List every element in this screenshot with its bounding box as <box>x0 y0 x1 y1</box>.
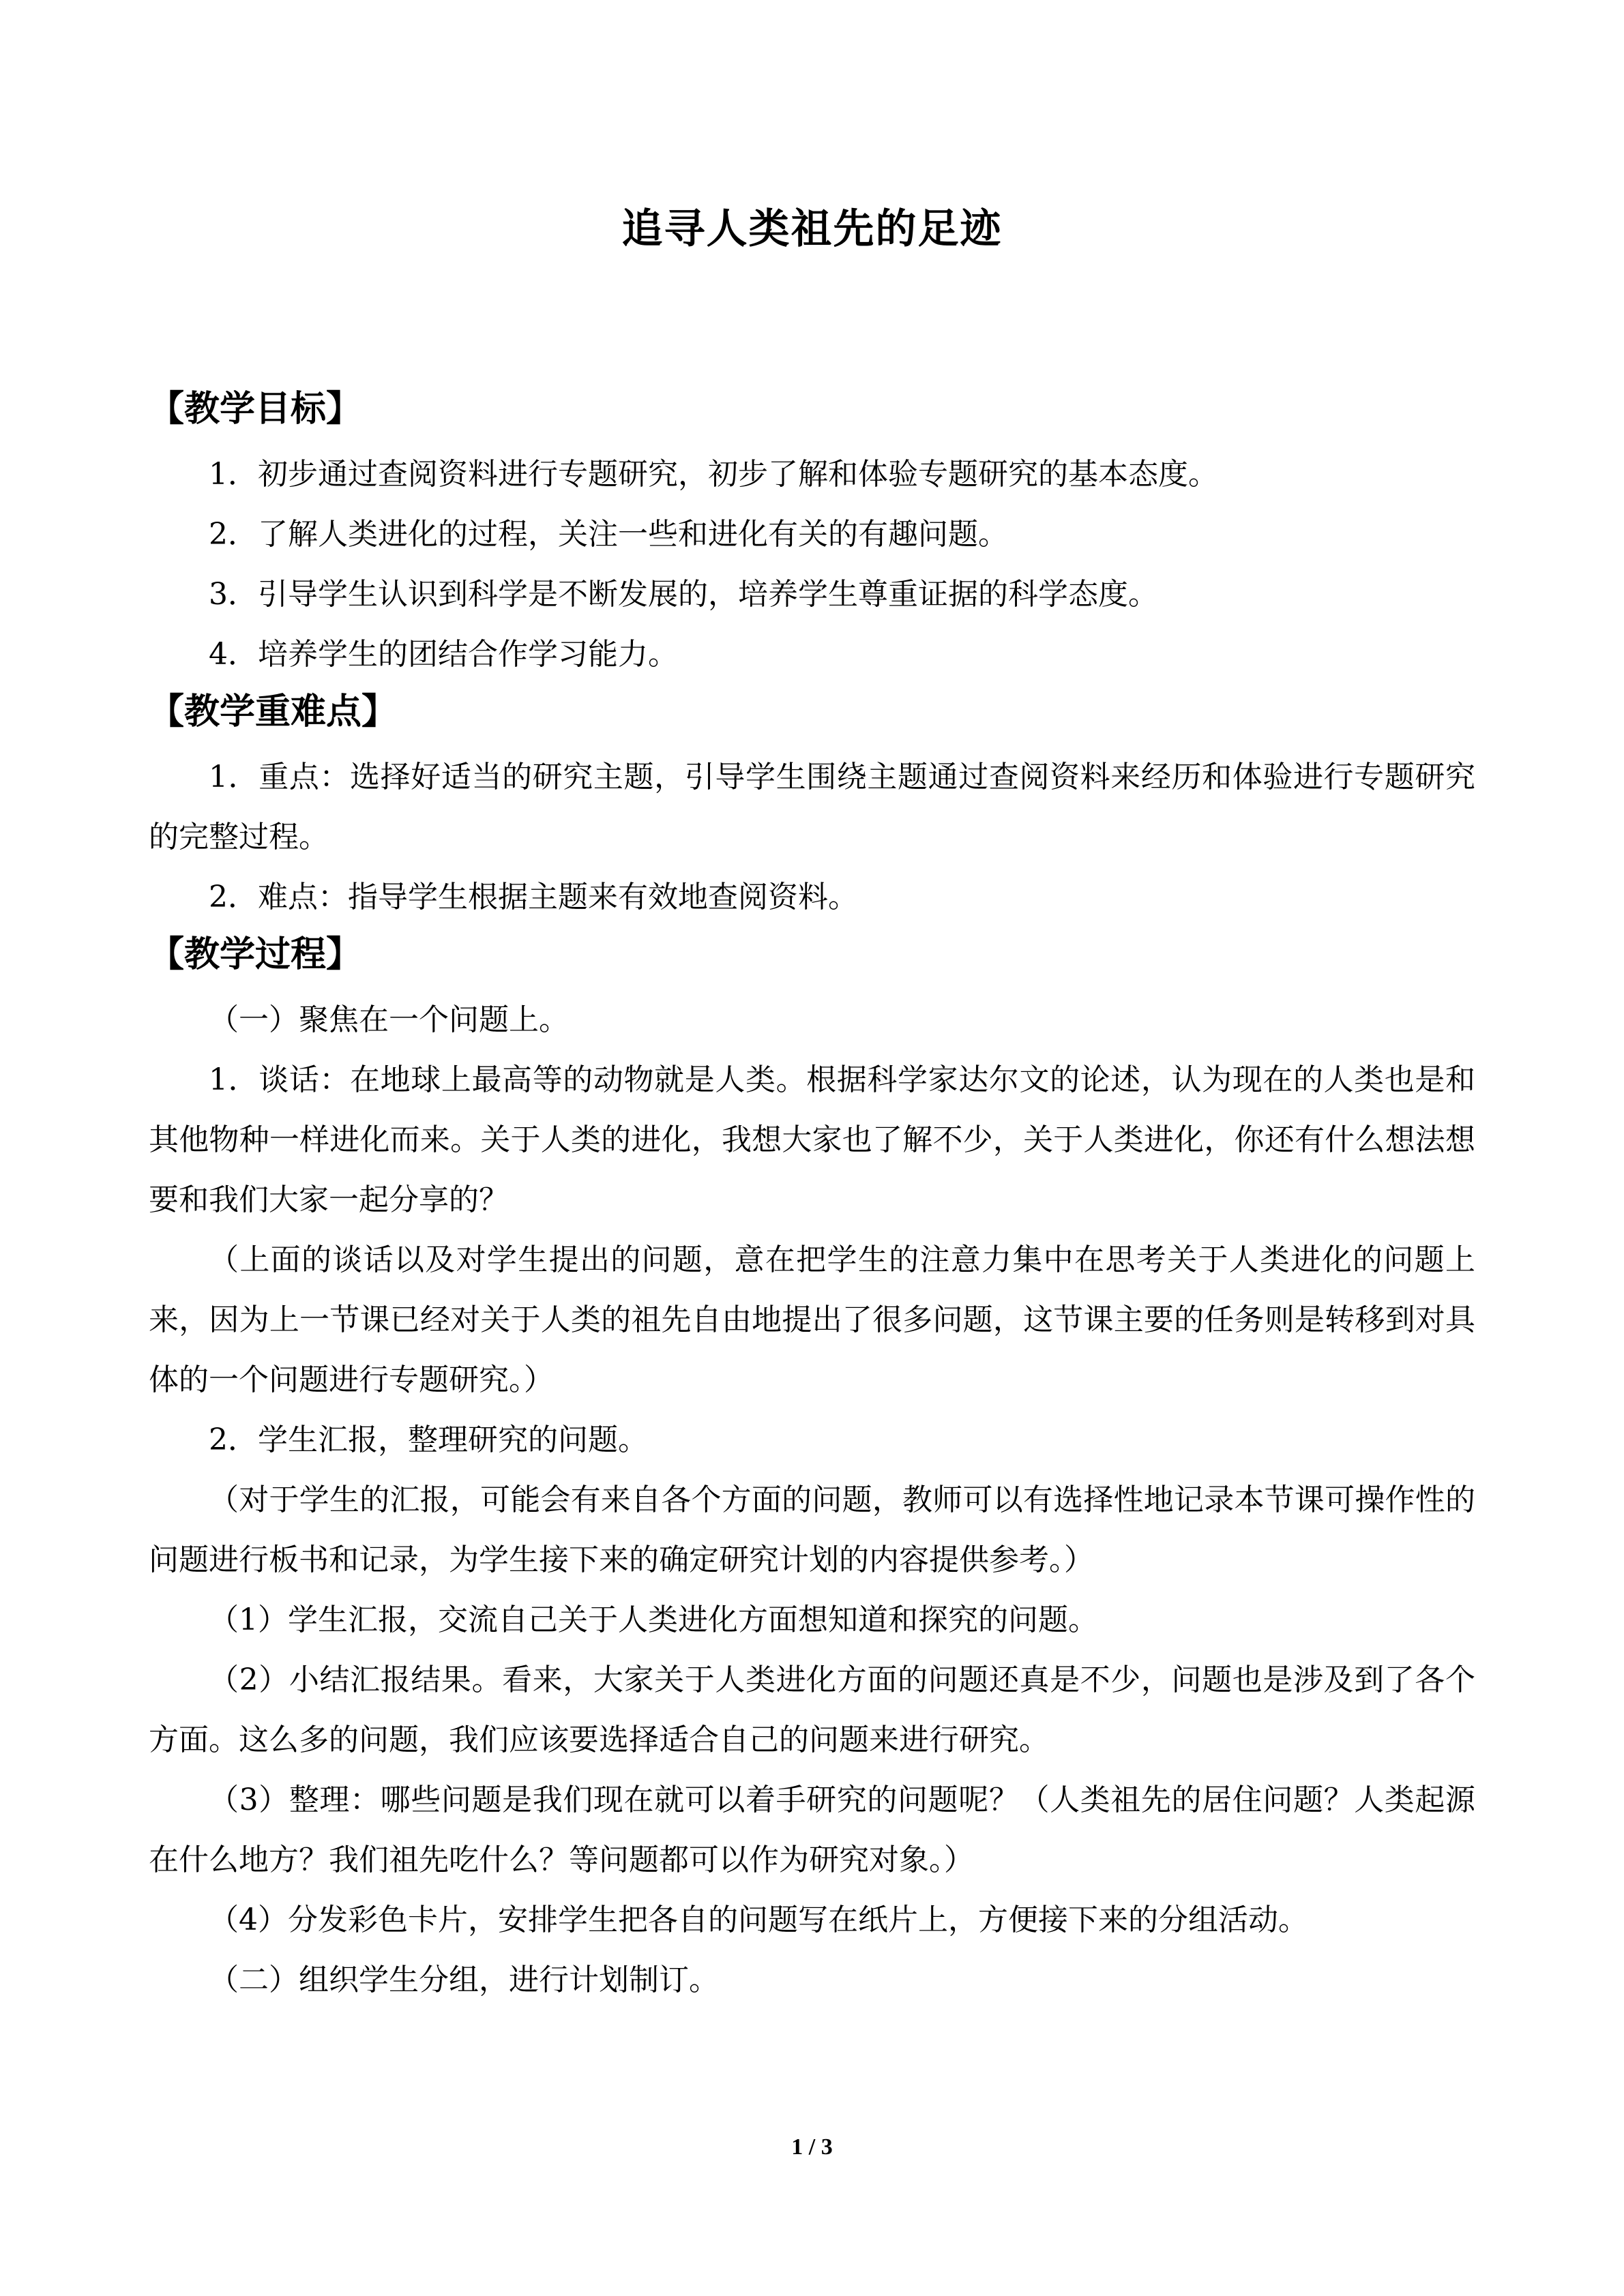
section-teaching-process <box>149 927 1475 2010</box>
paragraph: （2）小结汇报结果。看来，大家关于人类进化方面的问题还真是不少，问题也是涉及到了各个方面。这么多的问题，我们应该要选择适合自己的问题来进行研究。 <box>149 1663 1475 1757</box>
paragraph: 3．引导学生认识到科学是不断发展的，培养学生尊重证据的科学态度。 <box>209 577 1158 612</box>
section-heading: 【教学重难点】 <box>149 691 398 732</box>
document-title: 追寻人类祖先的足迹 <box>621 205 1003 253</box>
paragraph: 1．重点：选择好适当的研究主题，引导学生围绕主题通过查阅资料来经历和体验进行专题研究的完整过程。 <box>149 760 1475 854</box>
paragraph: （对于学生的汇报，可能会有来自各个方面的问题，教师可以有选择性地记录本节课可操作性的问题进行板书和记录，为学生接下来的确定研究计划的内容提供参考。） <box>149 1482 1475 1577</box>
paragraph: 1．初步通过查阅资料进行专题研究，初步了解和体验专题研究的基本态度。 <box>209 457 1218 492</box>
section-key-points <box>149 685 1475 927</box>
paragraph: （1）学生汇报，交流自己关于人类进化方面想知道和探究的问题。 <box>209 1602 1098 1637</box>
paragraph: 1．谈话：在地球上最高等的动物就是人类。根据科学家达尔文的论述，认为现在的人类也是和其他物种一样进化而来。关于人类的进化，我想大家也了解不少，关于人类进化，你还有什么想法想要和我们大家一起分享的？ <box>149 1062 1475 1217</box>
section-heading: 【教学过程】 <box>149 934 362 975</box>
document-body <box>149 382 1475 2010</box>
paragraph: 4．培养学生的团结合作学习能力。 <box>209 637 678 672</box>
paragraph: 2．学生汇报，整理研究的问题。 <box>209 1422 648 1457</box>
paragraph: （3）整理：哪些问题是我们现在就可以着手研究的问题呢？（人类祖先的居住问题？人类起源在什么地方？我们祖先吃什么？等问题都可以作为研究对象。） <box>149 1783 1475 1877</box>
paragraph: （4）分发彩色卡片，安排学生把各自的问题写在纸片上，方便接下来的分组活动。 <box>209 1903 1308 1937</box>
paragraph: （二）组织学生分组，进行计划制订。 <box>209 1963 719 1997</box>
paragraph: （上面的谈话以及对学生提出的问题，意在把学生的注意力集中在思考关于人类进化的问题上来，因为上一节课已经对关于人类的祖先自由地提出了很多问题，这节课主要的任务则是转移到对具体的一个问题进行专题研究。） <box>149 1242 1475 1397</box>
paragraph: （一）聚焦在一个问题上。 <box>209 1002 569 1037</box>
section-teaching-goals <box>149 382 1475 685</box>
paragraph: 2．难点：指导学生根据主题来有效地查阅资料。 <box>209 880 858 914</box>
section-heading: 【教学目标】 <box>149 389 362 430</box>
page-number: 1 / 3 <box>791 2134 833 2160</box>
paragraph: 2．了解人类进化的过程，关注一些和进化有关的有趣问题。 <box>209 517 1008 552</box>
